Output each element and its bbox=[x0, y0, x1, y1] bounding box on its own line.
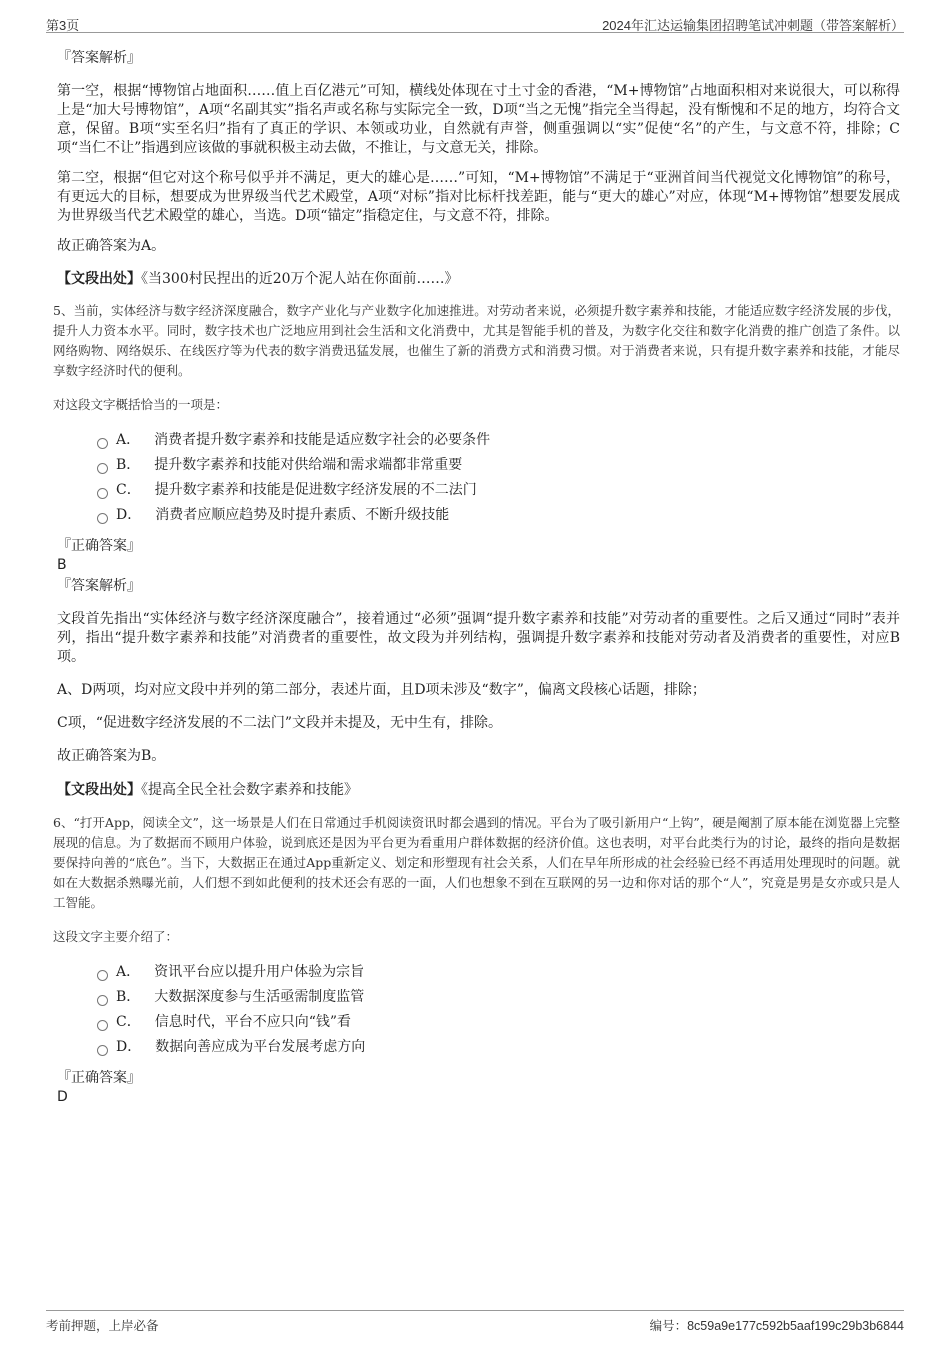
analysis-paragraph: 文段首先指出“实体经济与数字经济深度融合”，接着通过“必须”强调“提升数字素养和技能”对劳动者的重要性。之后又通过“同时”表并列，指出“提升数字素养和技能”对消费者的重要性，故文段为并列结构，强调提升数字素养和技能对劳动者及消费者的重要性，对应B项。 bbox=[57, 611, 900, 665]
option-a[interactable]: A． 资讯平台应以提升用户体验为宗旨 bbox=[97, 960, 900, 985]
radio-icon[interactable] bbox=[97, 1045, 108, 1056]
option-b[interactable]: B． 大数据深度参与生活亟需制度监管 bbox=[97, 985, 900, 1010]
options-list bbox=[97, 960, 900, 1060]
options-list bbox=[97, 428, 900, 528]
option-a[interactable]: A． 消费者提升数字素养和技能是适应数字社会的必要条件 bbox=[97, 428, 900, 453]
analysis-paragraph: A、D两项，均对应文段中并列的第二部分，表述片面，且D项未涉及“数字”，偏离文段核心话题，排除； bbox=[57, 682, 706, 698]
conclusion: 故正确答案为A。 bbox=[57, 238, 166, 254]
correct-answer: B bbox=[57, 557, 67, 573]
correct-answer: D bbox=[57, 1089, 68, 1105]
question-prompt: 这段文字主要介绍了： bbox=[53, 929, 179, 944]
page-header bbox=[46, 12, 904, 33]
option-d[interactable]: D． 消费者应顺应趋势及时提升素质、不断升级技能 bbox=[97, 503, 900, 528]
option-c[interactable]: C． 提升数字素养和技能是促进数字经济发展的不二法门 bbox=[97, 478, 900, 503]
radio-icon[interactable] bbox=[97, 1020, 108, 1031]
question-stem: 6、“打开App，阅读全文”，这一场景是人们在日常通过手机阅读资讯时都会遇到的情况。平台为了吸引新用户“上钩”，硬是阉割了原本能在浏览器上完整展现的信息。为了数据而不顾用户体验，说到底还是因为平台更为看重用户群体数据的经济价值。这也表明，对平台此类行为的讨论，最终的指向是数据要保持向善的“底色”。当下，大数据正在通过App重新定义、划定和形塑现有社会关系，人们在早年所形成的社会经验已经不再适用处理现时的问题。就如在大数据杀熟曝光前，人们想不到如此便利的技术还会有恶的一面，人们也想象不到在互联网的另一边和你对话的那个“人”，究竟是男是女亦或只是人工智能。 bbox=[53, 815, 900, 910]
document-id: 编号：8c59a9e177c592b5aaf199c29b3b6844 bbox=[649, 1319, 904, 1333]
analysis-paragraph: C项，“促进数字经济发展的不二法门”文段并未提及，无中生有，排除。 bbox=[57, 715, 503, 731]
question-prompt: 对这段文字概括恰当的一项是： bbox=[53, 397, 229, 412]
source-line bbox=[57, 780, 900, 800]
option-d[interactable]: D． 数据向善应成为平台发展考虑方向 bbox=[97, 1035, 900, 1060]
analysis-paragraph: 第二空，根据“但它对这个称号似乎并不满足，更大的雄心是……”可知，“M+博物馆”不满足于“亚洲首间当代视觉文化博物馆”的称号，有更远大的目标，想要成为世界级当代艺术殿堂，A项“对标”指对比标杆找差距，能与“更大的雄心”对应，体现“M+博物馆”想要发展成为世界级当代艺术殿堂的雄心，当选。D项“锚定”指稳定住，与文意不符，排除。 bbox=[57, 170, 900, 224]
radio-icon[interactable] bbox=[97, 463, 108, 474]
correct-answer-label: 『正确答案』 bbox=[57, 538, 141, 554]
question-6 bbox=[53, 813, 900, 1106]
conclusion: 故正确答案为B。 bbox=[57, 748, 166, 764]
source-label: 【文段出处】 bbox=[57, 782, 141, 798]
footer-slogan: 考前押题，上岸必备 bbox=[46, 1319, 159, 1333]
source-label: 【文段出处】 bbox=[57, 271, 141, 287]
radio-icon[interactable] bbox=[97, 995, 108, 1006]
page-content bbox=[53, 44, 900, 1106]
correct-answer-label: 『正确答案』 bbox=[57, 1070, 141, 1086]
page-footer bbox=[46, 1310, 904, 1335]
analysis-label: 『答案解析』 bbox=[57, 578, 141, 594]
option-c[interactable]: C． 信息时代，平台不应只向“钱”看 bbox=[97, 1010, 900, 1035]
option-b[interactable]: B． 提升数字素养和技能对供给端和需求端都非常重要 bbox=[97, 453, 900, 478]
source-title: 《当300村民捏出的近20万个泥人站在你面前……》 bbox=[141, 271, 459, 287]
radio-icon[interactable] bbox=[97, 970, 108, 981]
analysis-paragraph: 第一空，根据“博物馆占地面积……值上百亿港元”可知，横线处体现在寸土寸金的香港，“M+博物馆”占地面积相对来说很大，可以称得上是“加大号博物馆”，A项“名副其实”指名声或名称与实际完全一致，D项“当之无愧”指完全当得起，没有惭愧和不足的地方，均符合文意，保留。B项“实至名归”指有了真正的学识、本领或功业，自然就有声誉，侧重强调以“实”促使“名”的产生，与文意不符，排除；C项“当仁不让”指遇到应该做的事就积极主动去做，不推让，与文意无关，排除。 bbox=[57, 83, 900, 156]
source-line bbox=[57, 269, 900, 289]
radio-icon[interactable] bbox=[97, 513, 108, 524]
radio-icon[interactable] bbox=[97, 488, 108, 499]
question-stem: 5、当前，实体经济与数字经济深度融合，数字产业化与产业数字化加速推进。对劳动者来说，必须提升数字素养和技能，才能适应数字经济发展的步伐，提升人力资本水平。同时，数字技术也广泛地应用到社会生活和文化消费中，尤其是智能手机的普及，为数字化交往和数字化消费的推广创造了条件。以网络购物、网络娱乐、在线医疗等为代表的数字消费迅猛发展，也催生了新的消费方式和消费习惯。对于消费者来说，只有提升数字素养和技能，才能尽享数字经济时代的便利。 bbox=[53, 303, 900, 378]
page-number: 第3页 bbox=[46, 18, 80, 33]
question-4-analysis bbox=[57, 48, 900, 289]
radio-icon[interactable] bbox=[97, 438, 108, 449]
source-title: 《提高全民全社会数字素养和技能》 bbox=[141, 782, 358, 798]
document-title: 2024年汇达运输集团招聘笔试冲刺题（带答案解析） bbox=[602, 18, 904, 33]
analysis-label: 『答案解析』 bbox=[57, 50, 141, 66]
question-5 bbox=[53, 301, 900, 800]
